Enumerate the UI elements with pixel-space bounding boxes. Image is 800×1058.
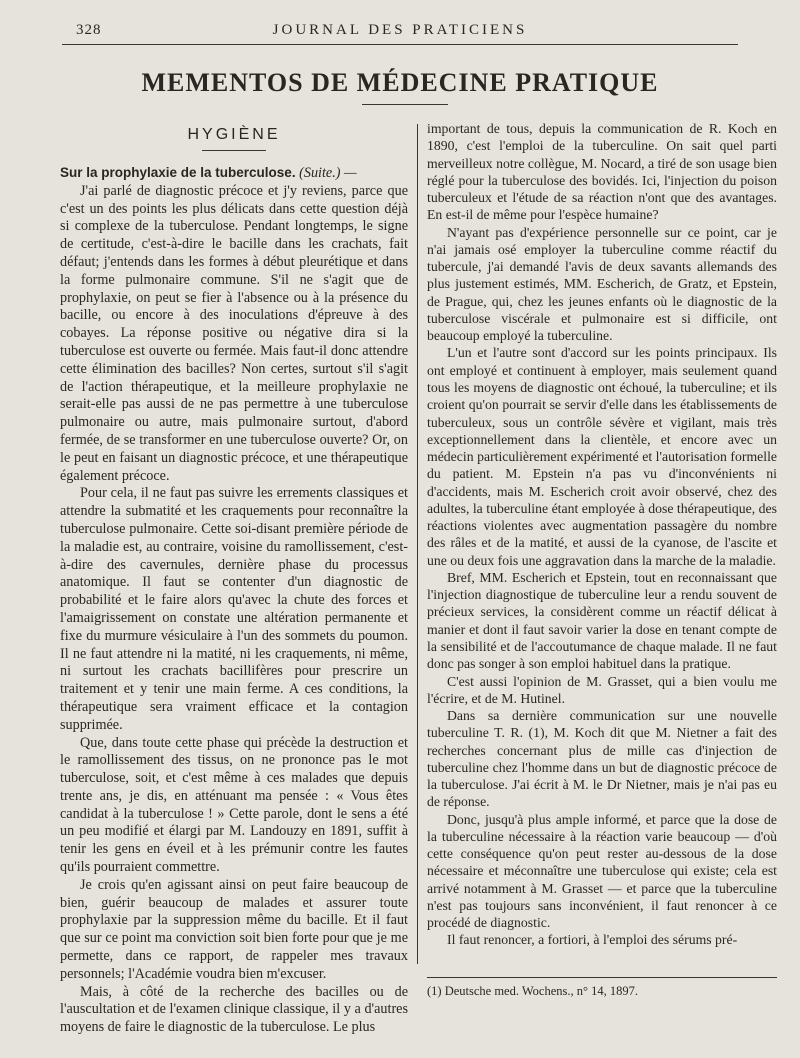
paragraph: Bref, MM. Escherich et Epstein, tout en reconnaissant que l'injection diagnostique de tuberculine leur a rendu souvent de précieux services, la considèrent comme un réactif délicat à manier et dont il faut savoir varier la dose en tenant compte de la sensibilité et de l'accoutumance de chaque malade. Il ne faut donc pas songer à son emploi habituel dans la pratique. xyxy=(427,569,777,672)
section-title: HYGIÈNE xyxy=(187,126,281,143)
paragraph: Mais, à côté de la recherche des bacilles ou de l'auscultation et de l'examen clinique classique, il y a d'autres moyens de faire le diagnostic de la tuberculose. Le plus xyxy=(60,983,408,1036)
page-header xyxy=(62,20,738,45)
paragraph: important de tous, depuis la communication de R. Koch en 1890, c'est l'emploi de la tuberculine. On sait quel parti merveilleux notre collègue, M. Nocard, a tiré de son usage bien réglé pour la tuberculose des bovidés. Ici, l'injection du poison tuberculeux et l'étude de sa réaction n'ont que des avantages. En est-il de même pour l'espèce humaine? xyxy=(427,121,777,223)
paragraph: N'ayant pas d'expérience personnelle sur ce point, car je n'ai jamais osé employer la tuberculine comme réactif du tubercule, j'ai demandé l'avis de deux savants allemands des plus justement estimés, MM. Escherich, de Gratz, et Epstein, de Prague, qui, chez les jeunes enfants où le diagnostic de la tuberculose viscérale et pulmonaire est si difficile, ont beaucoup employé la tuberculine. xyxy=(427,224,777,344)
paragraph: Il faut renoncer, a fortiori, à l'emploi des sérums pré- xyxy=(447,932,738,948)
paragraph: L'un et l'autre sont d'accord sur les points principaux. Ils ont employé et continuent à employer, mais seulement quand tous les moyens de diagnostic ont échoué, la tuberculine; et ils croient qu'on pourrait se servir d'elle dans les établissements de tuberculeux, sous un contrôle sévère et vigilant, mais très exceptionnellement dans la clientèle, et encore avec un médecin particulièrement expérimenté et l'autorisation formelle du patient. M. Epstein n'a pas vu d'inconvénients ni d'accidents, mais M. Escherich croit avoir observé, chez des adultes, la tuberculine étant employée à dose thérapeutique, des réactions violentes avec augmentation passagère du nombre des râles et de la matité, et aussi de la cyanose, de l'ascite et une ou deux fois une aggravation dans la marche de la maladie. xyxy=(427,345,777,568)
footnote: (1) Deutsche med. Wochens., n° 14, 1897. xyxy=(427,984,639,998)
section-divider xyxy=(202,150,266,151)
title-divider xyxy=(362,104,448,105)
subhead-suite: (Suite.) — xyxy=(299,165,357,181)
left-column xyxy=(60,164,408,1037)
page-number: 328 xyxy=(76,22,102,38)
paragraph: Je crois qu'en agissant ainsi on peut faire beaucoup de bien, guérir beaucoup de malades et assurer toute prophylaxie par la suppression même du bacille. Et il faut que sur ce point ma conviction soit bien forte pour que je me permette, dans ce rapport, de rappeler mes travaux personnels; l'Académie voudra bien m'excuser. xyxy=(60,876,408,982)
paragraph: Dans sa dernière communication sur une nouvelle tuberculine T. R. (1), M. Koch dit que M. Nietner a fait des recherches concernant plus de mille cas d'injection de tuberculine chez l'homme dans un but de diagnostic précoce de la tuberculose. J'ai écrit à M. le Dr Nietner, mais je n'ai pas eu de réponse. xyxy=(427,708,777,810)
main-title: MEMENTOS DE MÉDECINE PRATIQUE xyxy=(141,68,659,97)
footnote-divider xyxy=(427,977,777,978)
paragraph: C'est aussi l'opinion de M. Grasset, qui a bien voulu me l'écrire, et de M. Hutinel. xyxy=(427,673,777,706)
right-column xyxy=(427,120,777,949)
paragraph: Pour cela, il ne faut pas suivre les errements classiques et attendre la submatité et les craquements pour reconnaître la tuberculose pulmonaire. Cette soi-disant première période de la maladie est, au contraire, voisine du ramollissement, c'est-à-dire des cavernules, dernière phase du processus anatomique. Il faut se contenter d'un diagnostic de probabilité et le faire alors qu'avec la chute des forces et l'amaigrissement on constate une altération permanente et fixe du murmure vésiculaire à l'un des sommets du poumon. Il ne faut attendre ni la matité, ni les craquements, ni même, ni surtout les crachats bacillifères pour prescrire un traitement et y tenir une main ferme. A ces conditions, la thérapeutique sera vraiment efficace et la contagion supprimée. xyxy=(60,485,408,733)
column-divider xyxy=(417,124,418,964)
paragraph: Que, dans toute cette phase qui précède la destruction et le ramollissement des tissus, on ne prononce pas le mot tuberculose, soit, et c'est même à ces malades que depuis trente ans, je dis, en atténuant ma pensée : « Vous êtes candidat à la tuberculose ! » Cette parole, dont le sens a été un peu modifié et élargi par M. Landouzy en 1891, suffit à tenir les gens en éveil et à les prémunir contre les fautes qu'ils pourraient commettre. xyxy=(60,734,408,876)
journal-title: JOURNAL DES PRATICIENS xyxy=(272,22,528,38)
paragraph: Donc, jusqu'à plus ample informé, et parce que la dose de la tuberculine nécessaire à la réaction varie beaucoup — d'où cette conséquence qu'on peut rester au-dessous de la dose nécessaire et méconnaître une tuberculose qui existe; cela est arrivé notamment à M. Grasset — et parce que la tuberculine n'est pas toujours sans inconvénient, il faut renoncer à ce procédé de diagnostic. xyxy=(427,811,777,931)
paragraph: J'ai parlé de diagnostic précoce et j'y reviens, parce que c'est un des points les plus délicats dans cette question déjà si complexe de la tuberculose. Pendant longtemps, le signe de certitude, c'est-à-dire le bacille dans les crachats, fait défaut; j'entends dans les formes à début pleurétique et dans la forme pulmonaire commune. S'il ne s'agit que de prophylaxie, on peut se fier à l'absence ou à la présence du bacille, ou encore à des inoculations d'épreuve à des cobayes. La réponse positive ou négative dira si la tuberculose est ouverte ou fermée. Mais faut-il donc attendre cette élimination des bacilles? Non certes, surtout s'il s'agit de l'action thérapeutique, et la meilleure prophylaxie ne serait-elle pas aussi de ne pas permettre à une tuberculose pulmonaire ou autre, mais pulmonaire surtout, d'abord fermée, de se transformer en une tuberculose ouverte? Or, on le peut en faisant un diagnostic précoce, et une thérapeutique également précoce. xyxy=(60,182,408,484)
article-subhead xyxy=(60,164,408,183)
subhead-title: Sur la prophylaxie de la tuberculose. xyxy=(60,165,296,180)
